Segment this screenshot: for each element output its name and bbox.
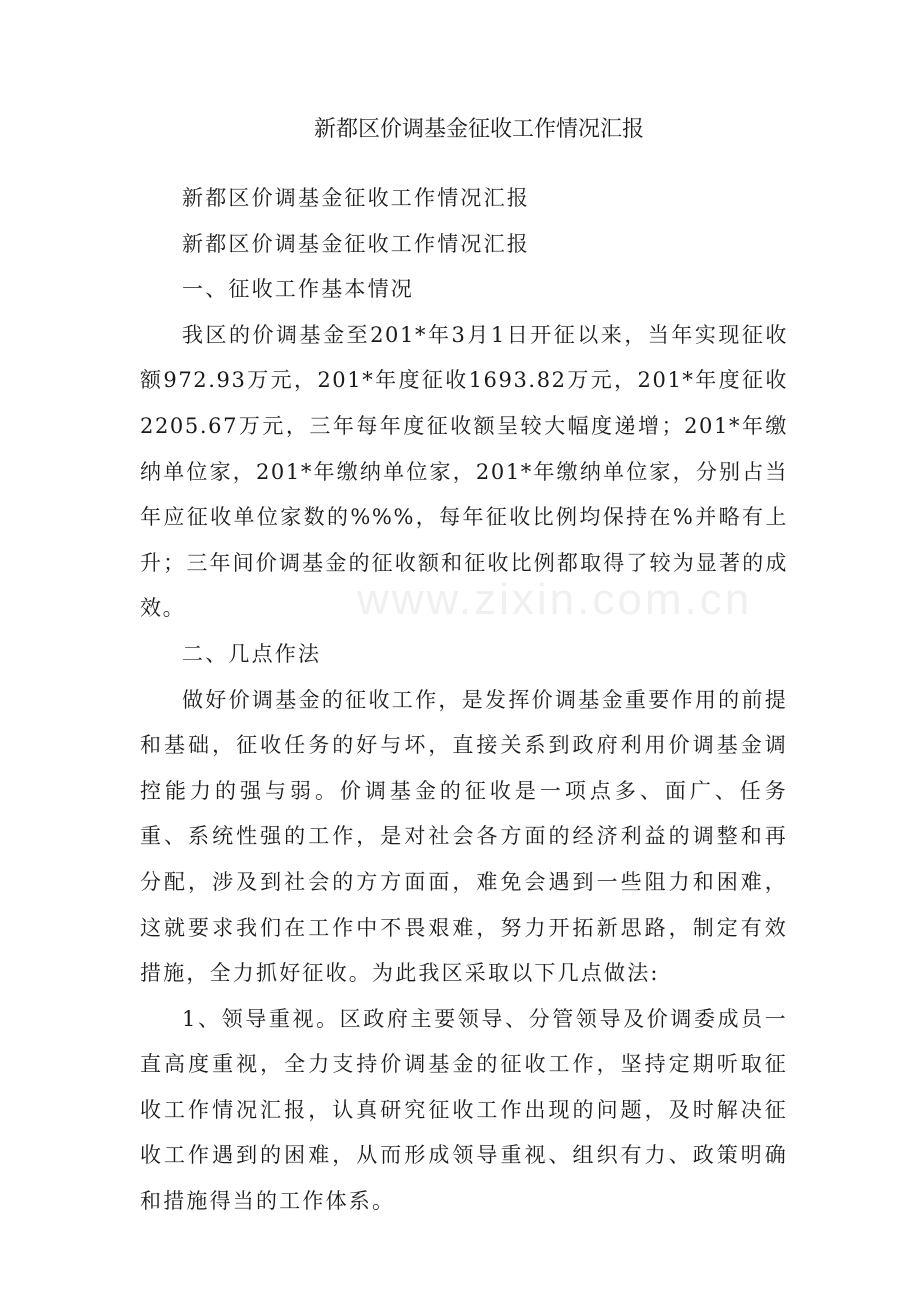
document-page xyxy=(140,108,788,1225)
paragraph-leadership: 1、领导重视。区政府主要领导、分管领导及价调委成员一直高度重视，全力支持价调基金的征收工作，坚持定期听取征收工作情况汇报，认真研究征收工作出现的问题，及时解决征收工作遇到的困难，从而形成领导重视、组织有力、政策明确和措施得当的工作体系。 xyxy=(140,1006,788,1214)
paragraph-basic-situation: 我区的价调基金至201*年3月1日开征以来，当年实现征收额972.93万元，201*年度征收1693.82万元，201*年度征收2205.67万元，三年每年度征收额呈较大幅度递增；201*年缴纳单位家，201*年缴纳单位家，201*年缴纳单位家，分别占当年应征收单位家数的%%%，每年征收比例均保持在%并略有上升；三年间价调基金的征收额和征收比例都取得了较为显著的成效。 xyxy=(140,322,788,621)
section-heading-1: 一、征收工作基本情况 xyxy=(182,277,414,302)
watermark: www.zixin.com.cn xyxy=(357,575,753,624)
section-heading-2: 二、几点作法 xyxy=(182,641,322,666)
paragraph-methods-intro: 做好价调基金的征收工作，是发挥价调基金重要作用的前提和基础，征收任务的好与坏，直接关系到政府利用价调基金调控能力的强与弱。价调基金的征收是一项点多、面广、任务重、系统性强的工作，是对社会各方面的经济利益的调整和再分配，涉及到社会的方方面面，难免会遇到一些阻力和困难，这就要求我们在工作中不畏艰难，努力开拓新思路，制定有效措施，全力抓好征收。为此我区采取以下几点做法: xyxy=(140,687,788,986)
paragraph-heading-repeat-2: 新都区价调基金征收工作情况汇报 xyxy=(182,231,530,256)
document-title: 新都区价调基金征收工作情况汇报 xyxy=(313,117,644,142)
paragraph-heading-repeat-1: 新都区价调基金征收工作情况汇报 xyxy=(182,186,530,210)
